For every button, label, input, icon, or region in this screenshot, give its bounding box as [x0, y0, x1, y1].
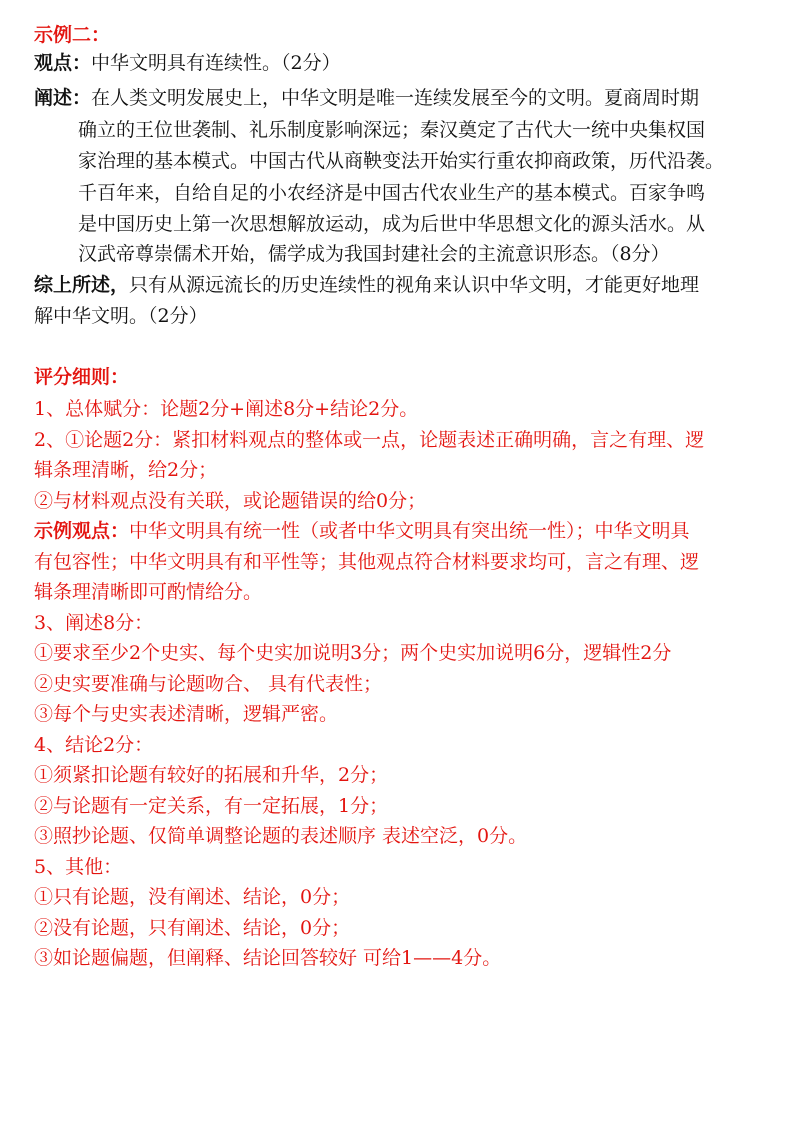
rubric-item-4-line-1: ①须紧扣论题有较好的拓展和升华，2分； [34, 764, 389, 786]
exposition-line-2: 确立的王位世袭制、礼乐制度影响深远；秦汉奠定了古代大一统中央集权国 [78, 119, 706, 141]
rubric-item-2-line-3: ②与材料观点没有关联，或论题错误的给0分； [34, 490, 427, 512]
viewpoint-line [34, 48, 770, 78]
rubric-item-2-line-1: 2、①论题2分：紧扣材料观点的整体或一点，论题表述正确明确，言之有理、逻 [34, 429, 705, 451]
example-title: 示例二： [34, 24, 111, 46]
rubric-item-4-line-2: ②与论题有一定关系，有一定拓展，1分； [34, 795, 389, 817]
exposition-line-5: 是中国历史上第一次思想解放运动，成为后世中华思想文化的源头活水。从 [78, 213, 706, 235]
rubric-item-4-line-3: ③照抄论题、仅简单调整论题的表述顺序 表述空泛，0分。 [34, 825, 528, 847]
rubric-item-3-line-2: ②史实要准确与论题吻合、 具有代表性； [34, 673, 383, 695]
rubric-item-2-line-2: 辑条理清晰，给2分； [34, 459, 218, 481]
exposition-line-1 [34, 83, 770, 113]
rubric-item-4-title: 4、结论2分： [34, 734, 154, 756]
example-views-line-3: 辑条理清晰即可酌情给分。 [34, 581, 263, 603]
conclusion-text: 只有从源远流长的历史连续性的视角来认识中华文明，才能更好地理 [129, 274, 700, 296]
exposition-line-3: 家治理的基本模式。中国古代从商鞅变法开始实行重农抑商政策，历代沿袭。 [78, 150, 725, 172]
conclusion-line-2: 解中华文明。（2分） [34, 305, 208, 327]
rubric-item-1: 1、总体赋分：论题2分+阐述8分+结论2分。 [34, 398, 419, 420]
rubric-item-5-line-2: ②没有论题，只有阐述、结论，0分； [34, 917, 351, 939]
rubric-item-3-line-3: ③每个与史实表述清晰，逻辑严密。 [34, 703, 339, 725]
example-views-label: 示例观点： [34, 520, 130, 542]
conclusion-label: 综上所述， [34, 274, 130, 296]
rubric-title: 评分细则： [34, 366, 130, 388]
example-views-line-1 [34, 516, 770, 546]
rubric-item-5-line-3: ③如论题偏题，但阐释、结论回答较好 可给1——4分。 [34, 947, 502, 969]
viewpoint-text: 中华文明具有连续性。（2分） [91, 52, 341, 74]
rubric-item-3-title: 3、阐述8分： [34, 612, 154, 634]
exposition-line-6: 汉武帝尊崇儒术开始，儒学成为我国封建社会的主流意识形态。（8分） [78, 243, 670, 265]
rubric-item-3-line-1: ①要求至少2个史实、每个史实加说明3分；两个史实加说明6分，逻辑性2分 [34, 642, 672, 664]
exposition-text: 在人类文明发展史上，中华文明是唯一连续发展至今的文明。夏商周时期 [91, 87, 700, 109]
example-views-line-2: 有包容性；中华文明具有和平性等；其他观点符合材料要求均可，言之有理、逻 [34, 551, 700, 573]
exposition-label: 阐述： [34, 87, 92, 109]
rubric-item-5-title: 5、其他： [34, 856, 123, 878]
rubric-item-5-line-1: ①只有论题，没有阐述、结论，0分； [34, 886, 351, 908]
example-views-text: 中华文明具有统一性（或者中华文明具有突出统一性）；中华文明具 [129, 520, 690, 542]
conclusion-line-1 [34, 270, 770, 300]
viewpoint-label: 观点： [34, 52, 92, 74]
exposition-line-4: 千百年来，自给自足的小农经济是中国古代农业生产的基本模式。百家争鸣 [78, 182, 706, 204]
